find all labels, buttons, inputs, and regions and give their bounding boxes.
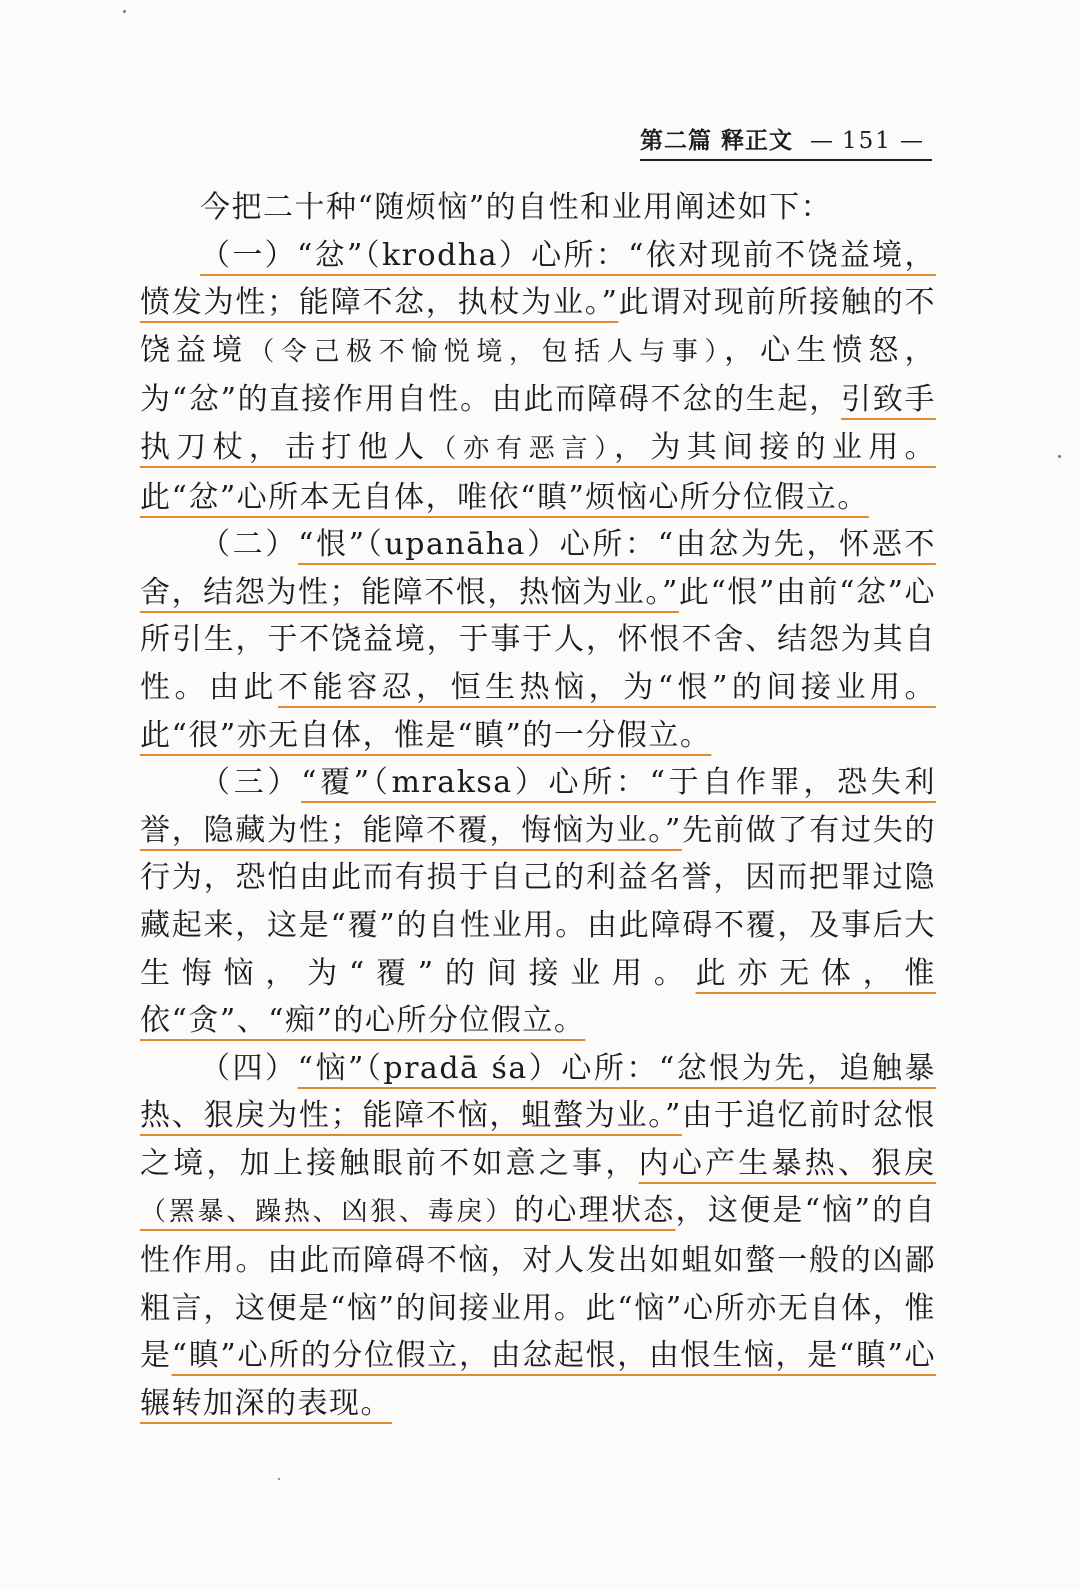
highlight-pradasa-1: 内心产生暴热、狠戾 <box>638 1145 937 1181</box>
explanation-krodha-2: ，心生愤怒，为“忿”的直接作用自性。由此而障碍不忿的生起， <box>140 332 936 418</box>
note-krodha: （令己极不愉悦境，包括人与事） <box>248 336 725 367</box>
highlight-krodha-basis: ，为其间接的业用。此“忿”心所本无自体，唯依“瞋”烦恼心所分位假立。 <box>140 429 936 515</box>
highlight-pradasa-3: “瞋”心所的分位假立，由忿起恨，由恨生恼，是“瞋”心辗转加深的表现。 <box>140 1338 937 1421</box>
scan-speck <box>1058 455 1061 458</box>
definition-upanaha: “恨”（upanāha）心所：“由忿为先，怀恶不舍，结怨为性；能障不恨，热恼为业。” <box>140 527 937 610</box>
definition-mraksa: “覆”（mraksa）心所：“于自作罪，恐失利誉，隐藏为性；能障不覆，悔恼为业。” <box>140 765 936 848</box>
paragraph-upanaha <box>140 521 936 759</box>
explanation-mraksa: 先前做了有过失的行为，恐怕由此而有损于自己的利益名誉，因而把罪过隐藏起来，这是“覆”的自性业用。由此障碍不覆，及事后大生悔恼，为“覆”的间接业用。 <box>140 812 937 991</box>
header-dash-2: — <box>899 128 924 154</box>
header-dash: — <box>810 128 835 154</box>
explanation-upanaha: 此“恨”由前“忿”心所引生，于不饶益境，于事于人，怀恨不舍、结怨为其自性。由此 <box>140 574 936 705</box>
note-pradasa: （罴暴、躁热、凶狠、毒戾） <box>140 1197 515 1228</box>
intro-paragraph: 今把二十种“随烦恼”的自性和业用阐述如下： <box>200 190 833 225</box>
page-number: 151 <box>842 128 892 154</box>
section-title: 释正文 <box>721 127 794 154</box>
body-text <box>140 184 936 1427</box>
part-label: 第二篇 <box>640 127 712 154</box>
explanation-krodha: 此谓对现前所接触的不饶益境 <box>140 285 937 368</box>
paragraph-mraksa <box>140 759 936 1045</box>
highlight-pradasa-2: 的心理状态 <box>514 1193 676 1229</box>
highlight-upanaha: 不能容忍，恒生热恼，为“恨”的间接业用。此“很”亦无自体，惟是“瞋”的一分假立。 <box>140 669 936 753</box>
explanation-pradasa: 由于追忆前时忿恨之境，加上接触眼前不如意之事， <box>140 1098 937 1181</box>
paragraph-pradasa <box>140 1045 936 1428</box>
paragraph-upanaha-lead: （二） <box>200 527 299 563</box>
highlight-mraksa: 此亦无体，惟依“贪”、“痴”的心所分位假立。 <box>140 955 936 1039</box>
page-header <box>640 122 932 161</box>
paragraph-pradasa-lead: （四） <box>200 1050 298 1086</box>
note-krodha-2: （亦有恶言） <box>430 433 615 464</box>
scan-speck <box>123 10 126 13</box>
paragraph-krodha <box>140 232 936 522</box>
highlight-krodha-action: 引致手执刀杖，击打他人 <box>140 382 936 465</box>
definition-pradasa: “恼”（pradā śa）心所：“忿恨为先，追触暴热、狠戾为性；能障不恼，蛆螫为业。” <box>140 1050 936 1134</box>
explanation-pradasa-2: ，这便是“恼”的自性作用。由此而障碍不恼，对人发出如蛆如螫一般的凶鄙粗言，这便是“恼”的间接业用。此“恼”心所亦无自体，惟是 <box>140 1193 936 1374</box>
paragraph-mraksa-lead: （三） <box>200 765 302 801</box>
scan-speck <box>278 1478 280 1480</box>
definition-krodha: （一）“忿”（krodha）心所：“依对现前不饶益境，愤发为性；能障不忿，执杖为业。” <box>140 237 936 321</box>
